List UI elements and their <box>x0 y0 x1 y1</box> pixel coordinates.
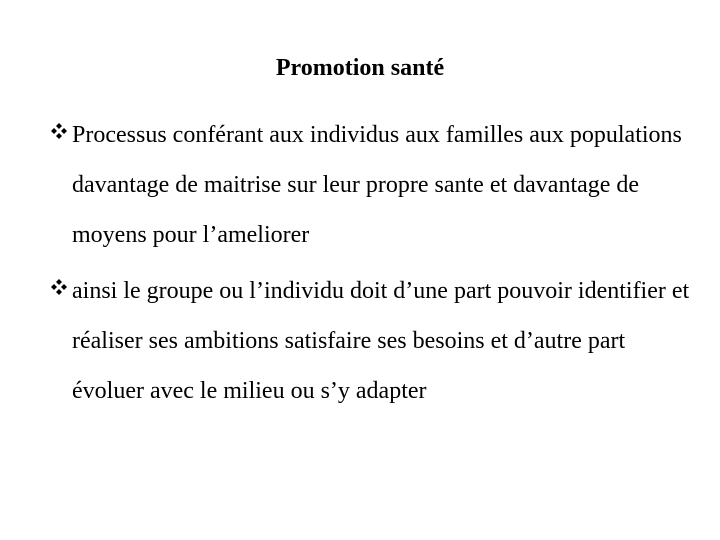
diamond-quad-icon <box>50 122 68 140</box>
bullet-item <box>50 110 690 260</box>
bullet-text: Processus conférant aux individus aux familles aux populations davantage de maitrise sur leur propre sante et davantage de moyens pour l’ameliorer <box>72 122 682 248</box>
bullet-item <box>50 266 690 416</box>
bullet-list <box>50 110 690 422</box>
bullet-text: ainsi le groupe ou l’individu doit d’une part pouvoir identifier et réaliser ses ambitions satisfaire ses besoins et d’autre part évoluer avec le milieu ou s’y adapter <box>72 278 690 404</box>
diamond-quad-icon <box>50 278 68 296</box>
slide-title: Promotion santé <box>275 55 445 81</box>
